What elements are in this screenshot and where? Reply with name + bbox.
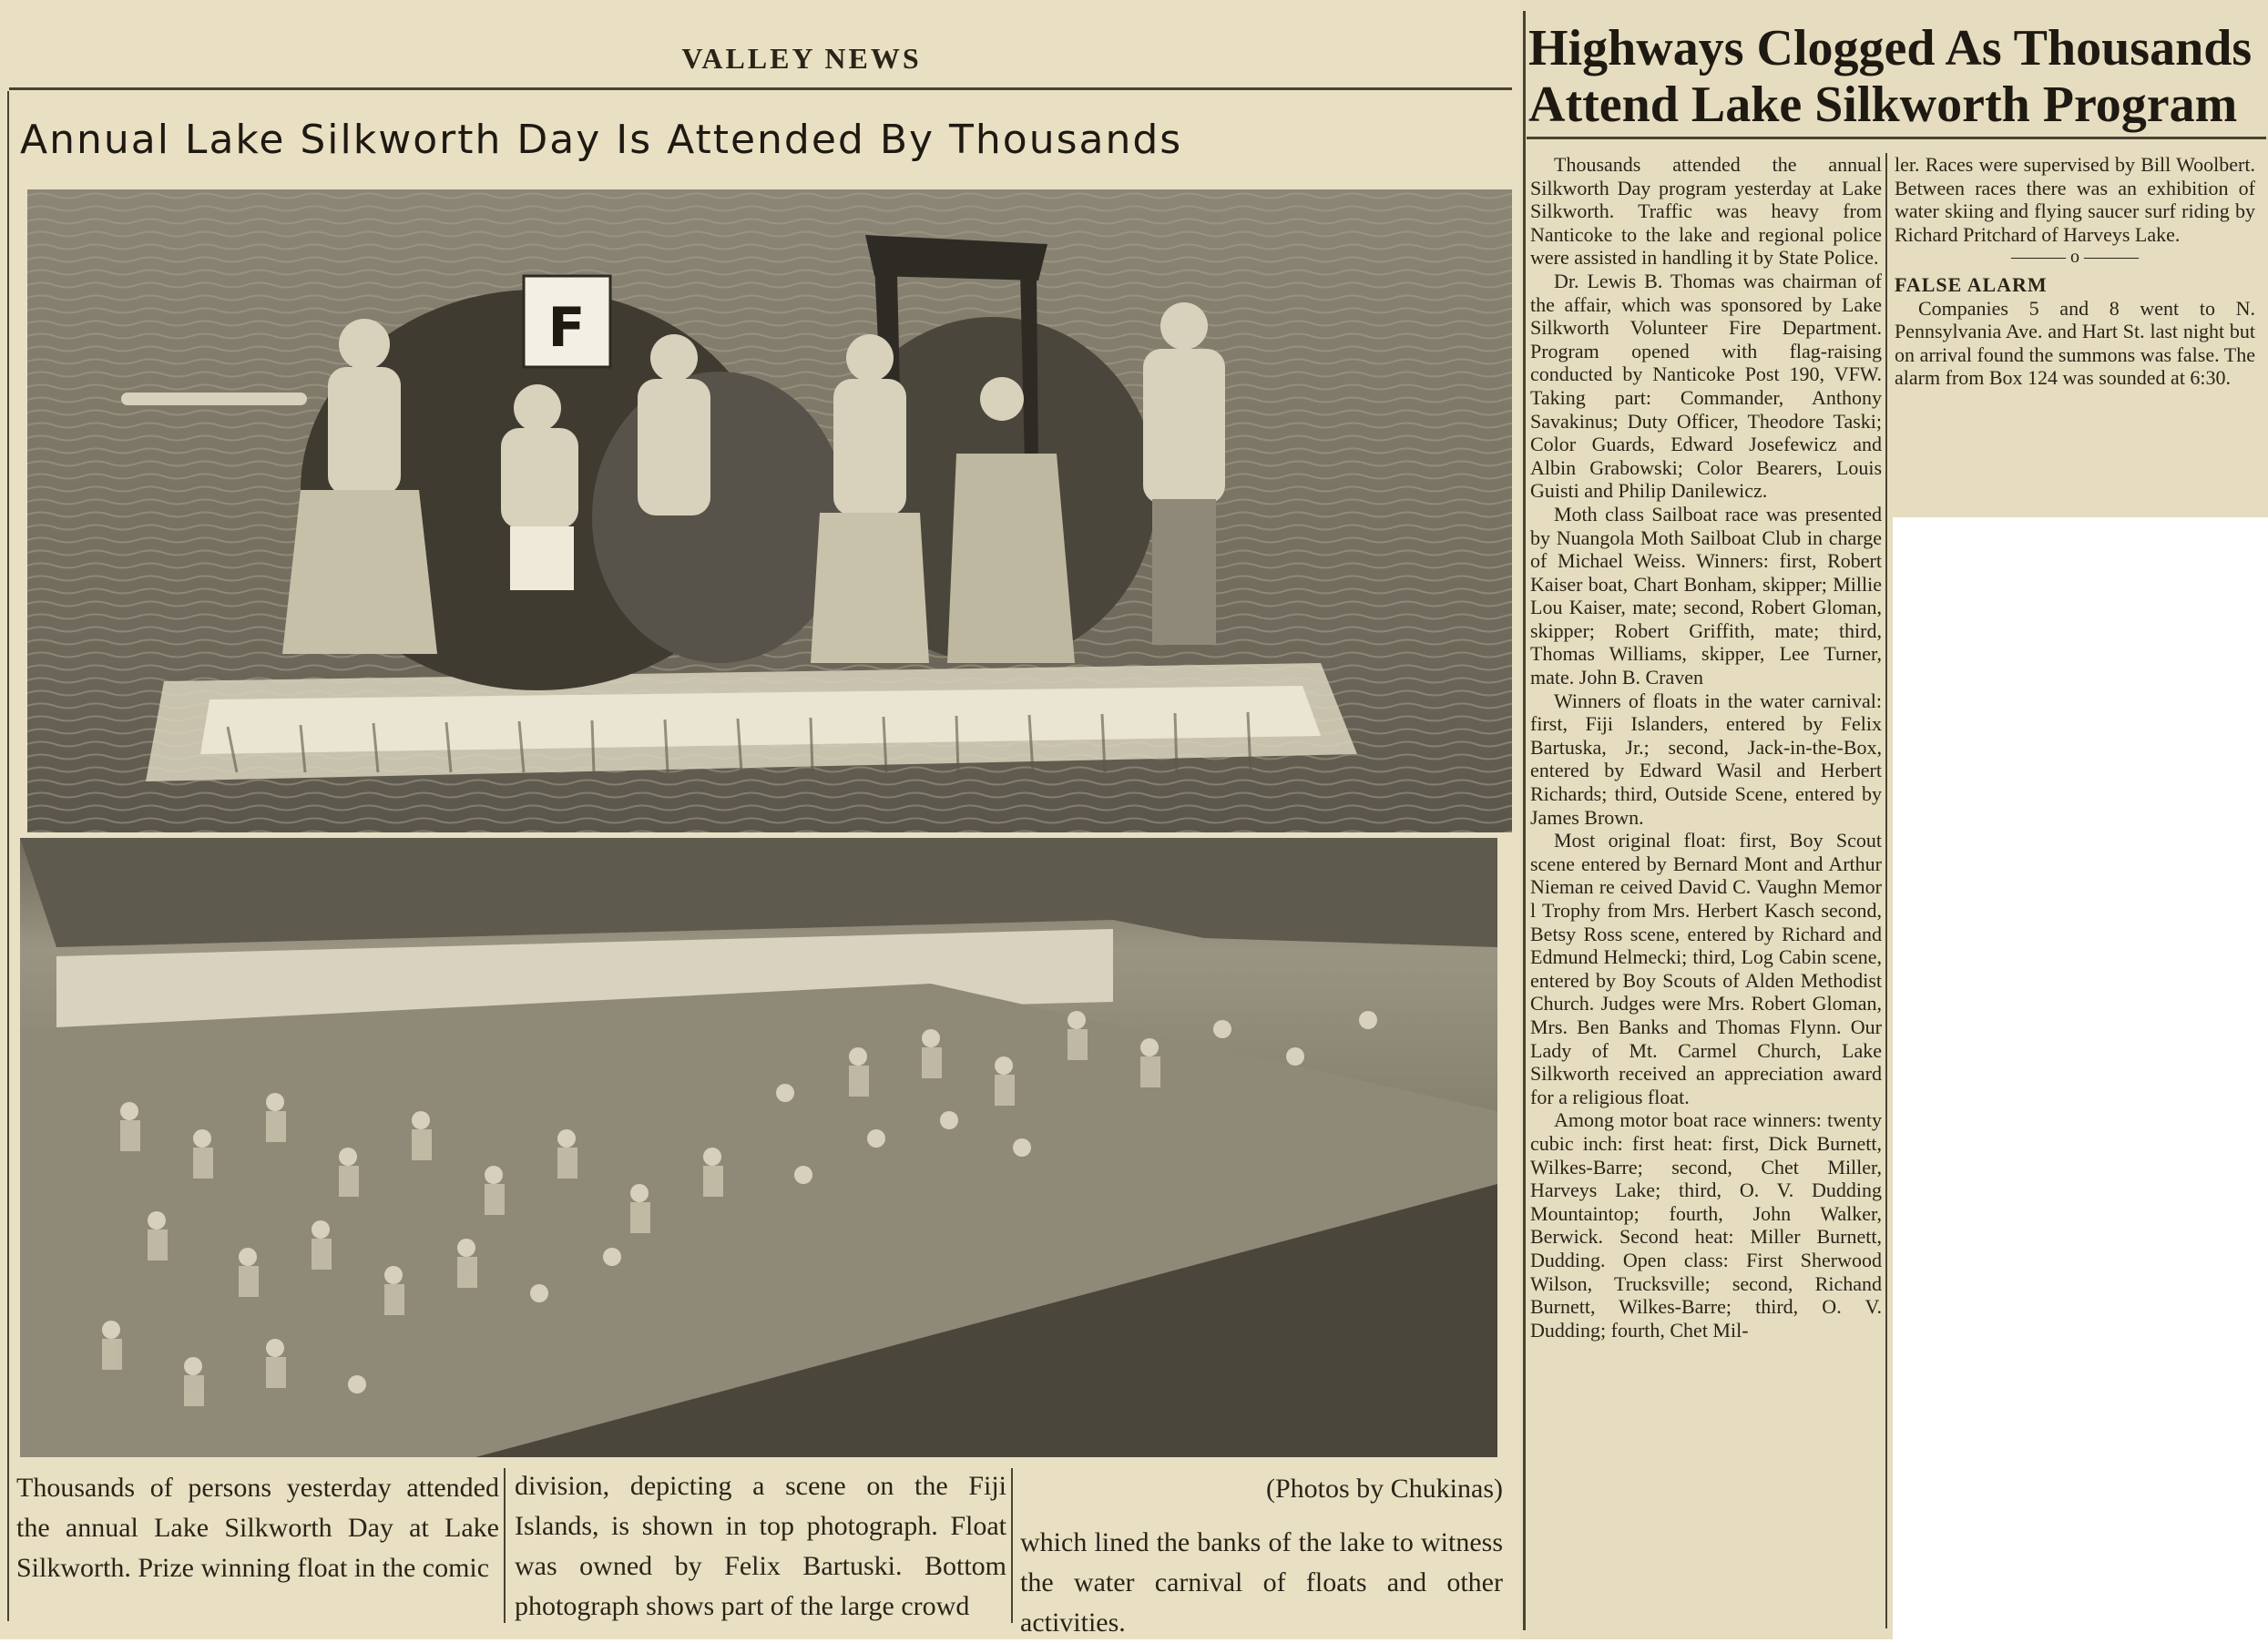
crowd-photo xyxy=(20,838,1497,1457)
headline-rule xyxy=(1527,137,2266,139)
float-sign-letter: F xyxy=(547,296,586,360)
column-divider xyxy=(1885,153,1887,1628)
left-headline: Annual Lake Silkworth Day Is Attended By Thousands xyxy=(20,117,1183,163)
masthead: VALLEY NEWS xyxy=(681,42,922,75)
caption-column-2: division, depicting a scene on the Fiji Islands, is shown in top photograph. Float was owned by Felix Bartuski. Bottom photograph shows part of the large crowd xyxy=(515,1471,1006,1621)
article-paragraph: Moth class Sailboat race was presented by Nuangola Moth Sailboat Club in charge of Michael Weiss. Winners: first, Robert Kaiser boat, Chart Bonham, skipper; Millie Lou Kaiser, mate; second, Robert Gloman, skipper; Robert Griffith, mate; third, Thomas Williams, skipper, Lee Turner, mate. John B. Craven xyxy=(1530,502,1882,689)
article-column-b xyxy=(1895,153,2255,390)
masthead-rule xyxy=(9,87,1512,90)
article-continuation: ler. Races were supervised by Bill Woolbert. Between races there was an exhibition of water skiing and flying saucer surf riding by Richard Pritchard of Harveys Lake. xyxy=(1895,153,2255,246)
article-paragraph: Thousands attended the annual Silkworth Day program yesterday at Lake Silkworth. Traffic was heavy from Nanticoke to the lake and regional police were assisted in handling it by State Police. xyxy=(1530,153,1882,270)
caption-divider-1 xyxy=(504,1468,506,1623)
float-photo-illustration xyxy=(27,189,1512,832)
caption-divider-2 xyxy=(1011,1468,1013,1623)
photo-credit: (Photos by Chukinas) xyxy=(1265,1474,1503,1504)
float-photo xyxy=(27,189,1512,832)
false-alarm-text: Companies 5 and 8 went to N. Pennsylvania Ave. and Hart St. last night but on arrival found the summons was false. The alarm from Box 124 was sounded at 6:30. xyxy=(1895,296,2255,390)
article-column-a xyxy=(1530,153,1882,1342)
right-headline: Highways Clogged As Thousands Attend Lake Silkworth Program xyxy=(1528,20,2253,133)
left-border-rule xyxy=(7,91,9,1621)
article-paragraph: Most original float: first, Boy Scout scene entered by Bernard Mont and Arthur Nieman re ceived David C. Vaughn Memor l Trophy from Mrs. Herbert Kasch second, Betsy Ross scene, entered by Richard and Edmund Helmecki; third, Log Cabin scene, entered by Boy Scouts of Alden Methodist Church. Judges were Mrs. Robert Gloman, Mrs. Ben Banks and Thomas Flynn. Our Lady of Mt. Carmel Church, Lake Silkworth received an appreciation award for a religious float. xyxy=(1530,829,1882,1108)
false-alarm-subhead: FALSE ALARM xyxy=(1895,272,2048,296)
crowd-photo-illustration xyxy=(20,838,1497,1457)
section-divider: ——— o ——— xyxy=(2011,247,2139,268)
article-paragraph: Among motor boat race winners: twenty cubic inch: first heat: first, Dick Burnett, Wilkes-Barre; second, Chet Miller, Harveys Lake; third, O. V. Dudding Mountaintop; fourth, John Walker, Berwick. Second heat: Miller Burnett, Dudding. Open class: First Sherwood Wilson, Trucksville; second, Richand Burnett, Wilkes-Barre; third, O. V. Dudding; fourth, Chet Mil- xyxy=(1530,1108,1882,1342)
caption-column-1: Thousands of persons yesterday attended the annual Lake Silkworth Day at Lake Silkworth. Prize winning float in the comic xyxy=(16,1473,499,1583)
article-paragraph: Winners of floats in the water carnival: first, Fiji Islanders, entered by Felix Bartuska, Jr.; second, Jack-in-the-Box, entered by Edward Wasil and Herbert Richards; third, Outside Scene, entered by James Brown. xyxy=(1530,689,1882,829)
right-border-rule xyxy=(1523,11,1526,1630)
article-paragraph: Dr. Lewis B. Thomas was chairman of the affair, which was sponsored by Lake Silkworth Volunteer Fire Department. Program opened with flag-raising conducted by Nanticoke Post 190, VFW. Taking part: Commander, Anthony Savakinus; Duty Officer, Theodore Taski; Color Guards, Edward Josefewicz and Albin Grabowski; Color Bearers, Louis Guisti and Philip Danilewicz. xyxy=(1530,269,1882,503)
caption-column-3: which lined the banks of the lake to witness the water carnival of floats and other activities. xyxy=(1020,1527,1503,1638)
